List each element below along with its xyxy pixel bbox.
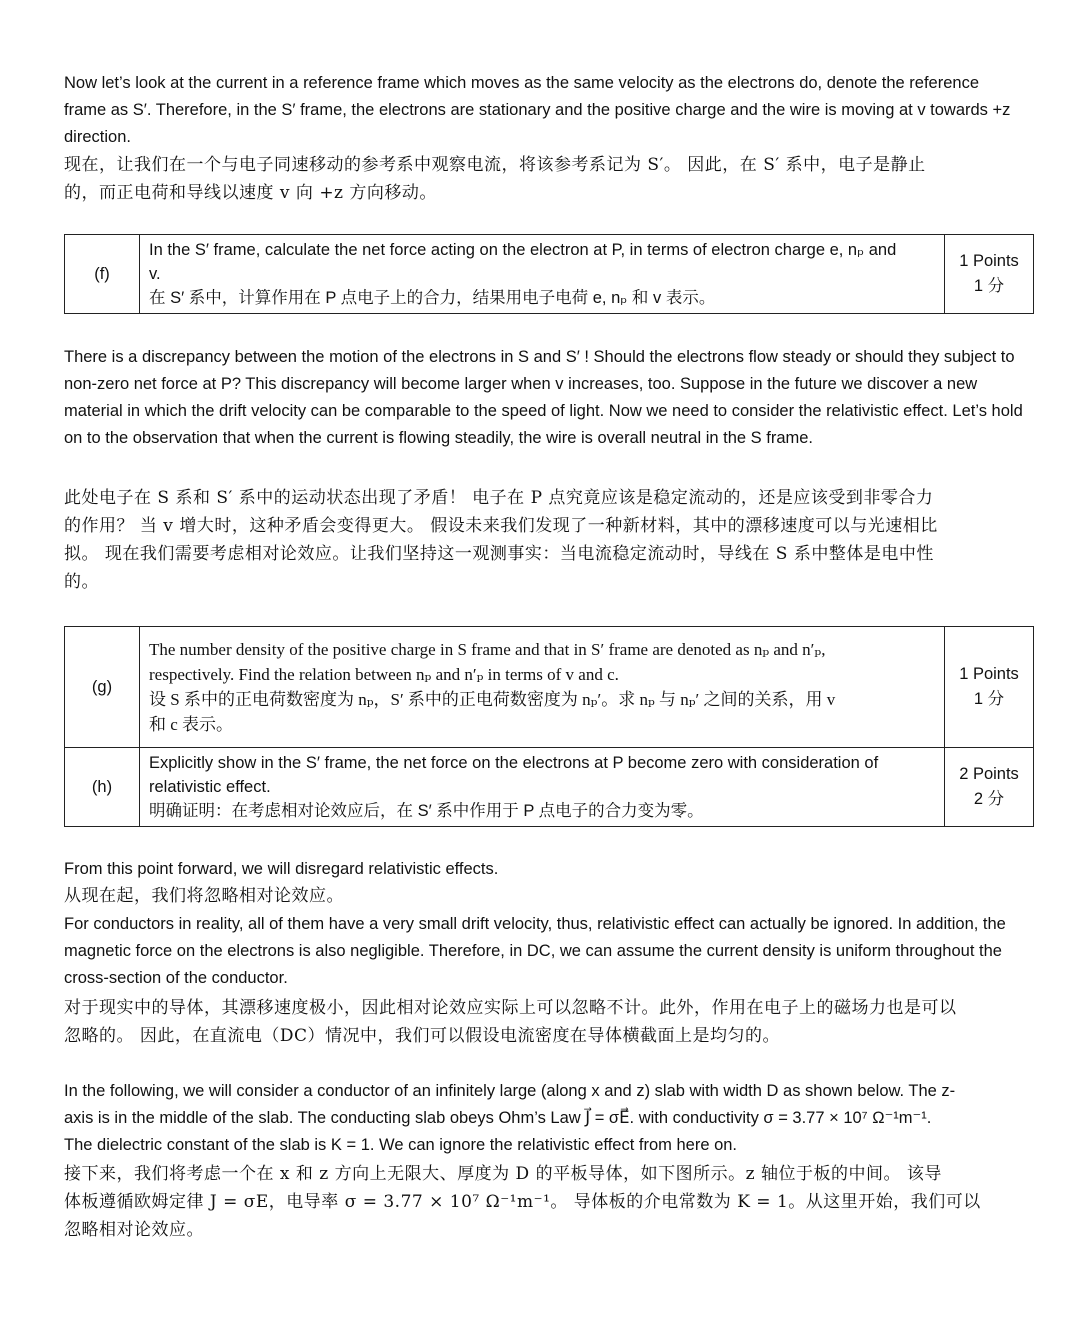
- points-h-zh: 2 分: [973, 790, 1005, 808]
- question-f-en-line-2: v.: [149, 265, 161, 283]
- slab-zh-line-1: 接下来，我们将考虑一个在 x 和 z 方向上无限大、厚度为 D 的平板导体，如下图所示。z 轴位于板的中间。 该导: [64, 1164, 942, 1184]
- intro-zh-line-2: 的，而正电荷和导线以速度 v 向 +z 方向移动。: [64, 183, 437, 203]
- points-g-zh: 1 分: [973, 690, 1005, 708]
- question-text-f: [140, 235, 945, 314]
- question-g-en-line-2: respectively. Find the relation between nₚ and n′ₚ in terms of v and c.: [149, 665, 619, 684]
- points-h-en: 2 Points: [959, 765, 1019, 783]
- intro-zh-line-1: 现在，让我们在一个与电子同速移动的参考系中观察电流，将该参考系记为 S′。 因此，在 S′ 系中，电子是静止: [64, 155, 926, 175]
- slab-en-line-3: The dielectric constant of the slab is K = 1. We can ignore the relativistic effect from here on.: [64, 1136, 738, 1154]
- points-f-en: 1 Points: [959, 252, 1019, 270]
- question-label-h: (h): [65, 748, 140, 827]
- question-text-g: [140, 627, 945, 748]
- question-label-f: (f): [65, 235, 140, 314]
- question-h-en-line-2: relativistic effect.: [149, 778, 271, 796]
- intro-paragraph-en: Now let’s look at the current in a reference frame which moves as the same velocity as the electrons do, denote the reference frame as S′. Therefore, in the S′ frame, the electrons are stationary and the positive charge and the wire is moving at v towards +z direction.: [64, 74, 1011, 146]
- question-h-zh: 明确证明：在考虑相对论效应后，在 S′ 系中作用于 P 点电子的合力变为零。: [149, 802, 704, 820]
- conductor-zh-line-1: 对于现实中的导体，其漂移速度极小，因此相对论效应实际上可以忽略不计。此外，作用在电子上的磁场力也是可以: [64, 998, 957, 1018]
- conductor-zh-line-2: 忽略的。 因此，在直流电（DC）情况中，我们可以假设电流密度在导体横截面上是均匀的。: [64, 1026, 781, 1046]
- question-h-en-line-1: Explicitly show in the S′ frame, the net force on the electrons at P become zero with consideration of: [149, 754, 879, 772]
- question-g-zh-line-2: 和 c 表示。: [149, 715, 234, 734]
- slab-zh-line-3: 忽略相对论效应。: [64, 1220, 204, 1240]
- question-f-en-line-1: In the S′ frame, calculate the net force acting on the electron at P, in terms of electron charge e, nₚ and: [149, 241, 897, 259]
- discrepancy-zh-line-2: 的作用？ 当 v 增大时，这种矛盾会变得更大。 假设未来我们发现了一种新材料，其中的漂移速度可以与光速相比: [64, 516, 938, 536]
- question-g-en-line-1: The number density of the positive charge in S frame and that in S′ frame are denoted as nₚ and n′ₚ,: [149, 640, 826, 659]
- conductor-paragraph-en: For conductors in reality, all of them have a very small drift velocity, thus, relativistic effect can actually be ignored. In addition, the magnetic force on the electrons is also negligible. Therefore, in DC, we can assume the current density is uniform throughout the cross-section of the conductor.: [64, 915, 1006, 987]
- slab-zh-line-2: 体板遵循欧姆定律 J = σE，电导率 σ = 3.77 × 10⁷ Ω⁻¹m⁻¹。 导体板的介电常数为 K = 1。从这里开始，我们可以: [64, 1192, 981, 1212]
- forward-sentence-zh: 从现在起，我们将忽略相对论效应。: [64, 886, 344, 906]
- intro-paragraph-zh: [64, 151, 1024, 207]
- question-g-zh-line-1: 设 S 系中的正电荷数密度为 nₚ，S′ 系中的正电荷数密度为 nₚ′。求 nₚ 与 nₚ′ 之间的关系，用 v: [149, 690, 836, 709]
- question-points-f: [945, 235, 1034, 314]
- discrepancy-zh-line-4: 的。: [64, 572, 99, 592]
- points-g-en: 1 Points: [959, 665, 1019, 683]
- discrepancy-paragraph-en: There is a discrepancy between the motion of the electrons in S and S′ ! Should the electrons flow steady or should they subject to non-zero net force at P? This discrepancy will become larger when v increases, too. Suppose in the future we discover a new material in which the drift velocity can be comparable to the speed of light. Now we need to consider the relativistic effect. Let’s hold on to the observation that when the current is flowing steadily, the wire is overall neutral in the S frame.: [64, 348, 1023, 447]
- question-text-h: [140, 748, 945, 827]
- question-f-zh: 在 S′ 系中，计算作用在 P 点电子上的合力，结果用电子电荷 e, nₚ 和 v 表示。: [149, 289, 716, 307]
- slab-paragraph-zh: [64, 1160, 1024, 1244]
- discrepancy-zh-line-1: 此处电子在 S 系和 S′ 系中的运动状态出现了矛盾！ 电子在 P 点究竟应该是稳定流动的，还是应该受到非零合力: [64, 488, 934, 508]
- points-f-zh: 1 分: [973, 277, 1005, 295]
- discrepancy-paragraph-zh: [64, 484, 1024, 596]
- slab-en-line-2: axis is in the middle of the slab. The conducting slab obeys Ohm’s Law J⃗ = σE⃗. with conductivity σ = 3.77 × 10⁷ Ω⁻¹m⁻¹.: [64, 1109, 932, 1127]
- slab-paragraph-en: [64, 1078, 1054, 1159]
- question-table-f: [64, 234, 1034, 314]
- question-label-g: (g): [65, 627, 140, 748]
- question-points-g: [945, 627, 1034, 748]
- slab-en-line-1: In the following, we will consider a conductor of an infinitely large (along x and z) slab with width D as shown below. The z-: [64, 1082, 956, 1100]
- question-points-h: [945, 748, 1034, 827]
- question-table-g-h: [64, 626, 1034, 827]
- discrepancy-zh-line-3: 拟。 现在我们需要考虑相对论效应。让我们坚持这一观测事实：当电流稳定流动时，导线在 S 系中整体是电中性: [64, 544, 934, 564]
- forward-sentence-en: From this point forward, we will disregard relativistic effects.: [64, 860, 499, 878]
- conductor-paragraph-zh: [64, 994, 1024, 1050]
